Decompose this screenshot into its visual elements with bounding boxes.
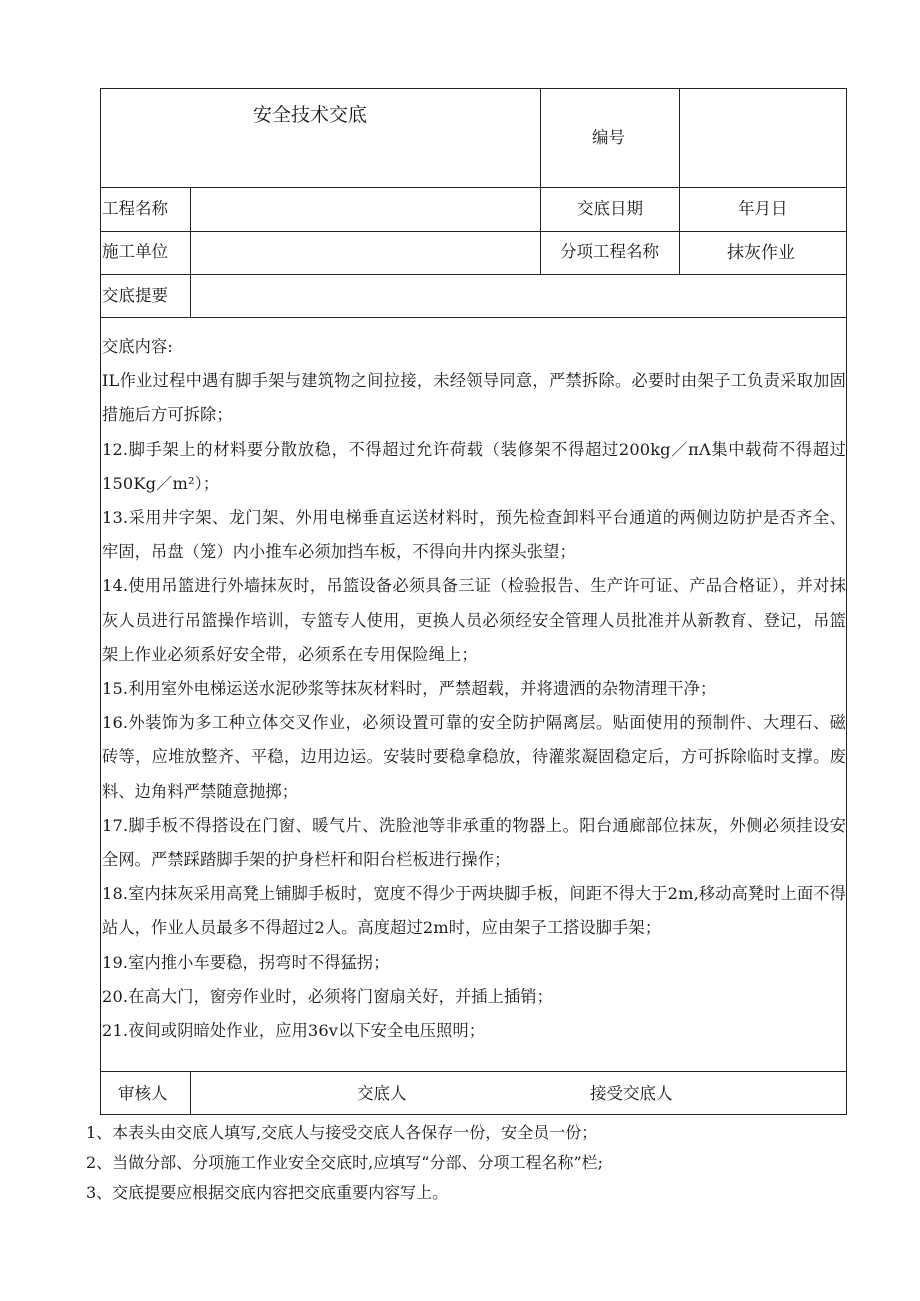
subproject-label: 分项工程名称 bbox=[560, 242, 659, 261]
date-value[interactable]: 年月日 bbox=[738, 199, 788, 218]
table-divider bbox=[100, 317, 847, 318]
date-label: 交底日期 bbox=[577, 199, 643, 218]
project-name-label: 工程名称 bbox=[102, 199, 168, 218]
table-divider bbox=[679, 88, 680, 274]
form-title: 安全技术交底 bbox=[253, 104, 368, 126]
receiver-label: 接受交底人 bbox=[590, 1084, 673, 1103]
content-item: 16.外装饰为多工种立体交叉作业，必须设置可靠的安全防护隔离层。贴面使用的预制件、大理石、磁砖等，应堆放整齐、平稳，边用边运。安装时要稳拿稳放，待灌浆凝固稳定后，方可拆除临时支撑。废料、边角料严禁随意抛掷； bbox=[102, 713, 846, 801]
content-item: 13.采用井字架、龙门架、外用电梯垂直运送材料时，预先检查卸料平台通道的两侧边防护是否齐全、牢固，吊盘（笼）内小推车必须加挡车板，不得向井内探头张望； bbox=[102, 508, 846, 562]
table-divider bbox=[190, 187, 191, 317]
content-item: 14.使用吊篮进行外墙抹灰时，吊篮设备必须具备三证（检验报告、生产许可证、产品合格证），并对抹灰人员进行吊篮操作培训，专篮专人使用，更换人员必须经安全管理人员批准并从新教育、登记，吊篮架上作业必须系好安全带，必须系在专用保险绳上； bbox=[102, 576, 846, 664]
reviewer-label: 审核人 bbox=[118, 1084, 168, 1103]
number-label: 编号 bbox=[592, 128, 625, 147]
content-item: 17.脚手板不得搭设在门窗、暖气片、洗脸池等非承重的物器上。阳台通廊部位抹灰，外侧必须挂设安全网。严禁踩踏脚手架的护身栏杆和阳台栏板进行操作； bbox=[102, 815, 846, 870]
table-divider bbox=[100, 187, 847, 188]
unit-value[interactable] bbox=[200, 242, 530, 262]
note-item: 1、本表头由交底人填写,交底人与接受交底人各保存一份，安全员一份； bbox=[86, 1123, 598, 1142]
table-divider bbox=[100, 274, 847, 275]
form-notes bbox=[86, 1118, 603, 1208]
summary-value[interactable] bbox=[200, 286, 840, 306]
disclosure-content bbox=[102, 330, 846, 1048]
content-item: 20.在高大门，窗旁作业时，必须将门窗扇关好，并插上插销； bbox=[102, 986, 553, 1006]
unit-label: 施工单位 bbox=[102, 242, 168, 261]
content-item: 21.夜间或阴暗处作业，应用36v以下安全电压照明； bbox=[102, 1021, 486, 1041]
content-item: 12.脚手架上的材料要分散放稳，不得超过允许荷载（装修架不得超过200kg／πΛ集中载荷不得超过150Kg／m²）； bbox=[102, 439, 846, 493]
table-divider bbox=[190, 1071, 191, 1115]
content-heading: 交底内容: bbox=[102, 337, 173, 356]
number-value[interactable] bbox=[690, 128, 840, 148]
table-divider bbox=[100, 231, 847, 232]
note-item: 2、当做分部、分项施工作业安全交底时,应填写“分部、分项工程名称”栏; bbox=[86, 1153, 604, 1172]
note-item: 3、交底提要应根据交底内容把交底重要内容写上。 bbox=[86, 1183, 449, 1202]
table-divider bbox=[100, 1071, 847, 1072]
table-divider bbox=[540, 88, 541, 274]
content-item: 15.利用室外电梯运送水泥砂浆等抹灰材料时，严禁超载，并将遗洒的杂物清理干净； bbox=[102, 679, 717, 699]
discloser-label: 交底人 bbox=[357, 1084, 407, 1103]
project-name-value[interactable] bbox=[200, 199, 530, 219]
summary-label: 交底提要 bbox=[102, 286, 168, 305]
content-item: 19.室内推小车要稳，拐弯时不得猛拐； bbox=[102, 952, 390, 972]
content-item: IL作业过程中遇有脚手架与建筑物之间拉接，未经领导同意，严禁拆除。必要时由架子工负责采取加固措施后方可拆除； bbox=[102, 371, 846, 425]
content-item: 18.室内抹灰采用高凳上铺脚手板时，宽度不得少于两块脚手板，间距不得大于2m,移动高凳时上面不得站人，作业人员最多不得超过2人。高度超过2m时，应由架子工搭设脚手架； bbox=[102, 884, 846, 938]
subproject-value[interactable]: 抹灰作业 bbox=[727, 243, 795, 263]
